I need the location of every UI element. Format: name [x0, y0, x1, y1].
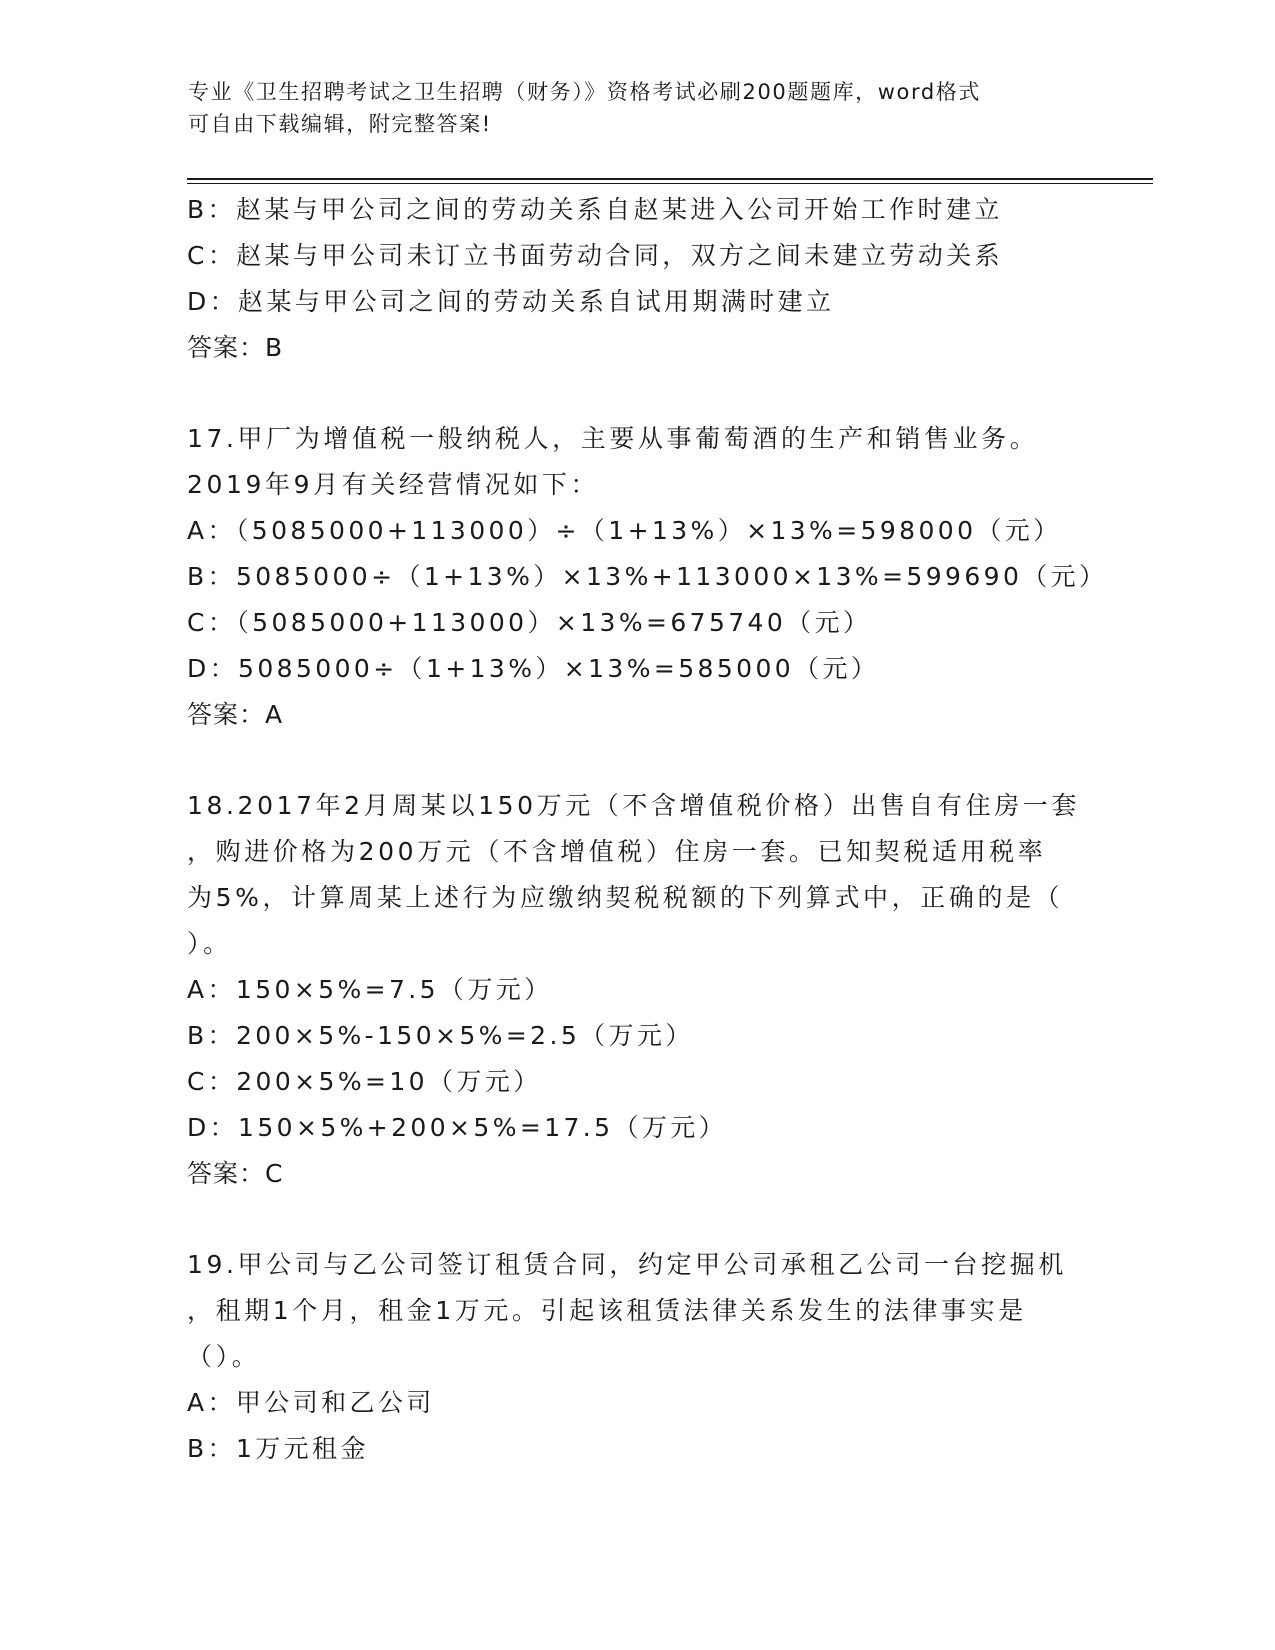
question-stem: 18.2017年2月周某以150万元（不含增值税价格）出售自有住房一套: [187, 791, 1081, 820]
option-c: C：200×5%=10（万元）: [187, 1067, 542, 1096]
answer: 答案：C: [187, 1159, 284, 1188]
question-19: [187, 1242, 1087, 1472]
question-stem: ）。: [187, 929, 232, 958]
option-d: D：150×5%+200×5%=17.5（万元）: [187, 1113, 728, 1142]
document-body: [187, 187, 1108, 1472]
option-b: B：200×5%-150×5%=2.5（万元）: [187, 1021, 694, 1050]
option-a: A：150×5%=7.5（万元）: [187, 975, 553, 1004]
option-d: D：5085000÷（1+13%）×13%=585000（元）: [187, 654, 880, 683]
option-b: B：5085000÷（1+13%）×13%+113000×13%=599690（元）: [187, 562, 1108, 591]
question-17: [187, 416, 1108, 738]
question-stem: ，购进价格为200万元（不含增值税）住房一套。已知契税适用税率: [187, 837, 1047, 866]
question-stem: 2019年9月有关经营情况如下：: [187, 470, 600, 499]
question-stem: 为5%，计算周某上述行为应缴纳契税税额的下列算式中，正确的是（: [187, 883, 1064, 912]
question-16: [187, 187, 1087, 371]
question-18: [187, 783, 1087, 1197]
answer: 答案：B: [187, 333, 284, 362]
header-divider: [187, 178, 1153, 180]
header-divider-thin: [187, 183, 1153, 184]
question-stem: 19.甲公司与乙公司签订租赁合同，约定甲公司承租乙公司一台挖掘机: [187, 1250, 1067, 1279]
option-b: B：赵某与甲公司之间的劳动关系自赵某进入公司开始工作时建立: [187, 195, 1003, 224]
header-line-2: 可自由下载编辑，附完整答案!: [188, 112, 492, 136]
question-stem: ，租期1个月，租金1万元。引起该租赁法律关系发生的法律事实是: [187, 1296, 1027, 1325]
option-c: C：赵某与甲公司未订立书面劳动合同，双方之间未建立劳动关系: [187, 241, 1004, 270]
option-d: D：赵某与甲公司之间的劳动关系自试用期满时建立: [187, 287, 835, 316]
option-a: A：（5085000+113000）÷（1+13%）×13%=598000（元）: [187, 516, 1062, 545]
page-header: [188, 76, 1068, 140]
answer: 答案：A: [187, 700, 284, 729]
question-stem: （）。: [187, 1342, 261, 1371]
option-c: C：（5085000+113000）×13%=675740（元）: [187, 608, 872, 637]
question-stem: 17.甲厂为增值税一般纳税人，主要从事葡萄酒的生产和销售业务。: [187, 424, 1039, 453]
option-b: B：1万元租金: [187, 1434, 369, 1463]
header-line-1: 专业《卫生招聘考试之卫生招聘（财务）》资格考试必刷200题题库，word格式: [188, 80, 981, 104]
option-a: A：甲公司和乙公司: [187, 1388, 435, 1417]
